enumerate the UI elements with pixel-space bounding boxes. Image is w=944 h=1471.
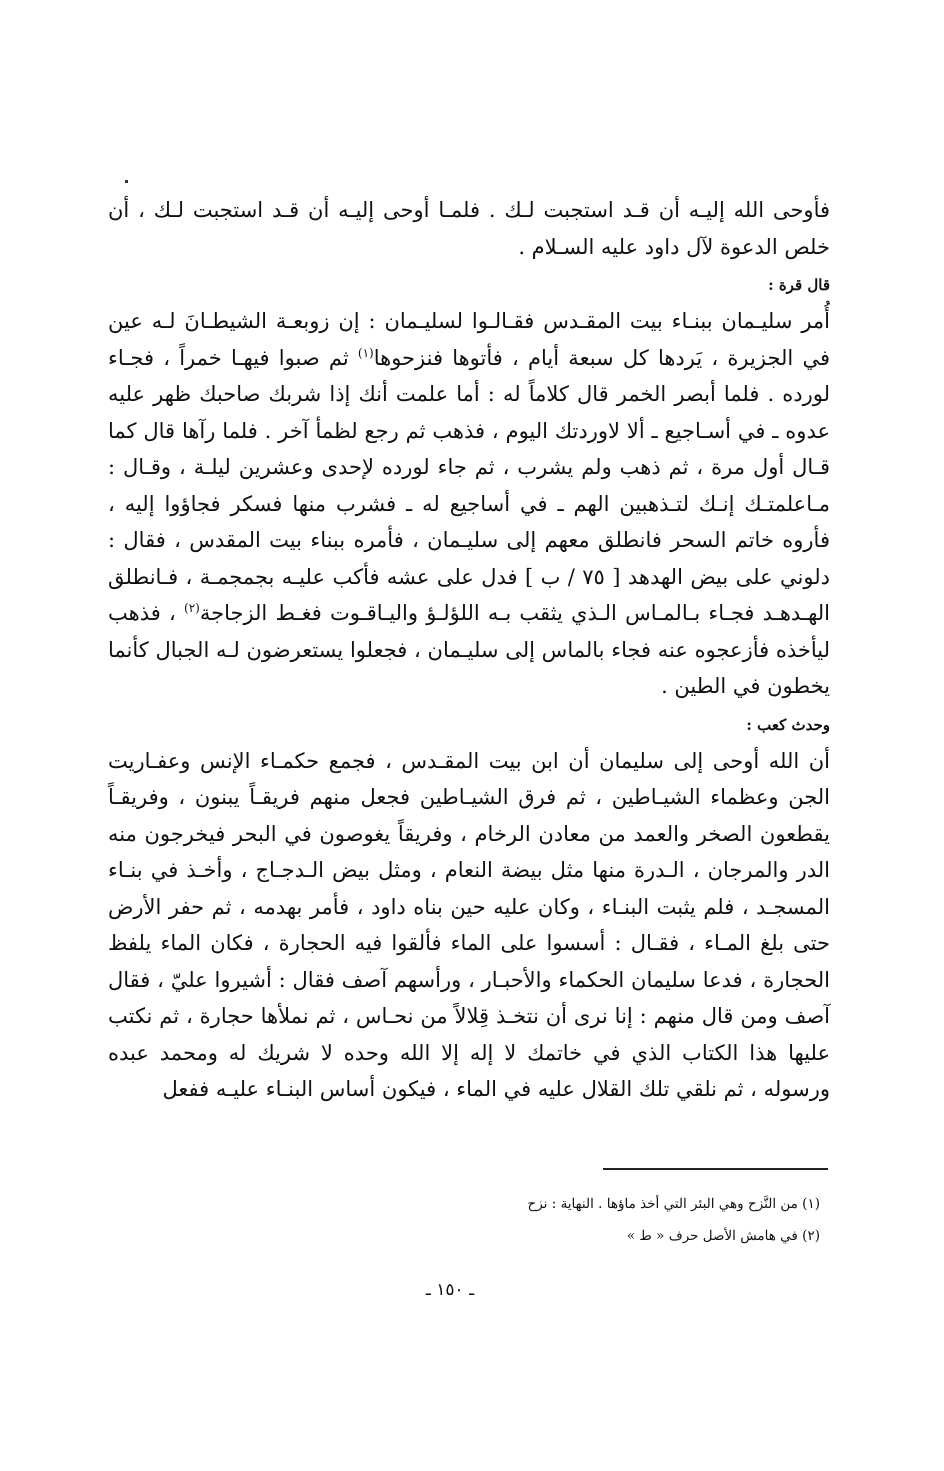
ink-speck — [125, 180, 128, 183]
paragraph-2-part-b: ثم صبوا فيهـا خمراً ، فجـاء لورده . فلما أبصر الخمر قال كلاماً له : أما علمت أنك إذا شربك صاحبك ظهر عليه عدوه ـ في أسـاجيع ـ ألا لاوردتك اليوم ، فذهب ثم رجع لظمأ آخر . فلما رآها قال كما قـال أول مرة ، ثم ذهب ولم يشرب ، ثم جاء لورده لإحدى وعشرين ليلـة ، وقـال : مـاعلمتـك إنـك لتـذهبين الهم ـ في أساجيع له ـ فشرب منها فسكر فجاؤوا إليه ، فأروه خاتم السحر فانطلق معهم إلى سليـمان ، فأمره ببناء بيت المقدس ، فقال : دلوني على بيض الهدهد [ ٧٥ / ب ] فدل على عشه فأكب عليـه بجمجمـة ، فـانطلق الهـدهـد فجـاء بـالمـاس الـذي يثقب بـه اللؤلـؤ واليـاقـوت فغـط الزجاجة — [108, 345, 831, 625]
footnote-ref-2: (٢) — [184, 601, 200, 615]
footnote-1: (١) من النَّزح وهي البئر التي أخذ ماؤها . النهاية : نزح — [527, 1196, 820, 1212]
paragraph-3: أن الله أوحى إلى سليمان أن ابن بيت المقـدس ، فجمع حكمـاء الإنس وعفـاريت الجن وعظماء الشيـاطين ، ثم فرق الشيـاطين فجعل منهم فريقـاً يبنون ، وفريقـاً يقطعون الصخر والعمد من معادن الرخام ، وفريقاً يغوصون في البحر فيخرجون منه الدر والمرجان ، الـدرة منها مثل بيضة النعام ، ومثل بيض الـدجـاج ، وأخـذ في بنـاء المسجـد ، فلم يثبت البنـاء ، وكان عليه حين بناه داود ، فأمر بهدمه ، ثم حفر الأرض حتى بلغ المـاء ، فقـال : أسسوا على الماء فألقوا فيه الحجارة ، فكان الماء يلفظ الحجارة ، فدعا سليمان الحكماء والأحبـار ، ورأسهم آصف فقال : أشيروا عليّ ، فقال آصف ومن قال منهم : إنا نرى أن نتخـذ قِلالاً من نحـاس ، ثم نملأها حجارة ، ثم نكتب عليها هذا الكتاب الذي في خاتمك لا إله إلا الله وحده لا شريك له ومحمد عبده ورسوله ، ثم نلقي تلك القلال عليه في الماء ، فيكون أساس البنـاء عليـه ففعل — [108, 748, 830, 1101]
page-number: ـ ١٥٠ ـ — [425, 1280, 475, 1300]
footnotes — [300, 1188, 820, 1252]
paragraph-1: فأوحى الله إليـه أن قـد استجبت لـك . فلمـا أوحى إليـه أن قـد استجبت لـك ، أن خلص الدعوة لآل داود عليه السـلام . — [108, 198, 830, 259]
paragraph-2-part-c: ، فذهب ليأخذه فأزعجوه عنه فجاء بالماس إلى سليـمان ، فجعلوا يستعرضون لـه الجبال كأنما يخطون في الطين . — [108, 601, 830, 698]
main-text — [108, 192, 830, 1108]
heading-qurra: قال قرة : — [768, 276, 830, 294]
paragraph-2-part-a: أُمر سليـمان ببنـاء بيت المقـدس فقـالـوا لسليـمان : إن زوبعـة الشيطـانَ لـه عين في الجزيرة ، يَردها كل سبعة أيام ، فأتوها فنزحوها — [108, 309, 830, 370]
footnote-ref-1: (١) — [357, 345, 374, 360]
footnote-2: (٢) في هامش الأصل حرف « ط » — [626, 1228, 820, 1244]
paragraph-2 — [108, 303, 830, 705]
heading-kaab: وحدث كعب : — [746, 715, 830, 734]
footnote-divider — [603, 1168, 828, 1170]
